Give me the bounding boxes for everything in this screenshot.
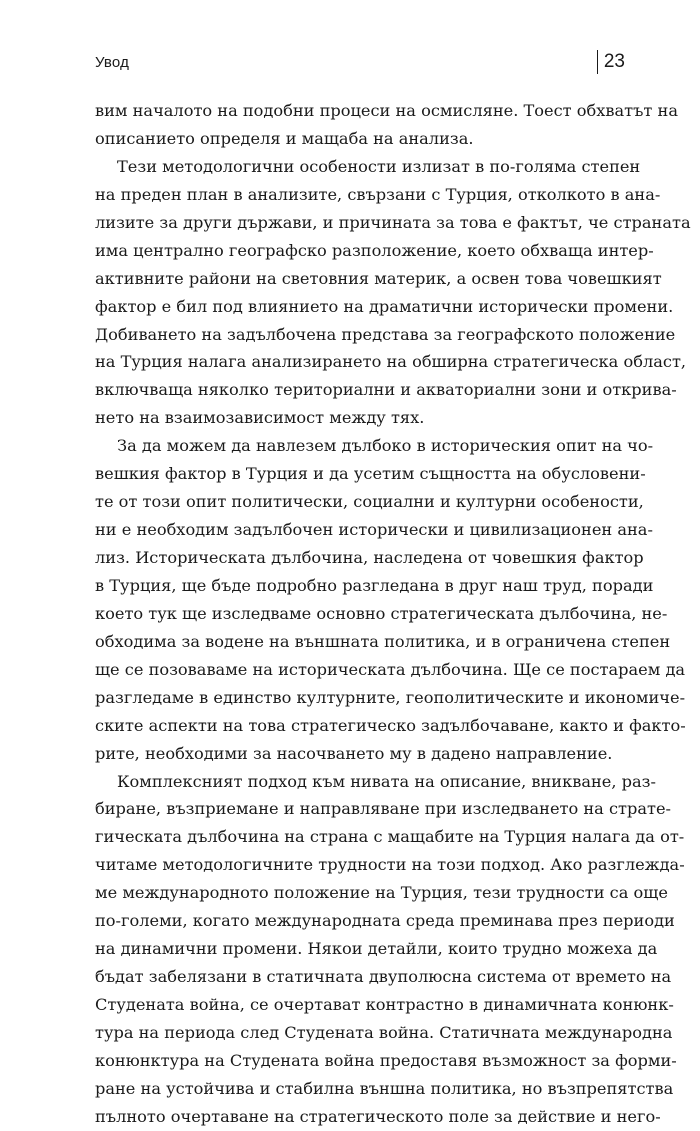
text-line: обходима за водене на външната политика, и в ограничена степен: [95, 631, 671, 651]
text-line: пълното очертаване на стратегическото поле за действие и него-: [95, 1106, 661, 1126]
paragraph: [95, 97, 678, 153]
text-line: тура на периода след Студената война. Статичната международна: [95, 1022, 673, 1042]
text-line: включваща няколко териториални и акваториални зони и открива-: [95, 380, 677, 400]
text-line: ските аспекти на това стратегическо задълбочаване, както и факто-: [95, 715, 686, 735]
text-line: нето на взаимозависимост между тях.: [95, 408, 425, 428]
text-line: на преден план в анализите, свързани с Турция, отколкото в ана-: [95, 184, 661, 204]
text-line: ще се позоваваме на историческата дълбочина. Ще се постараем да: [95, 659, 686, 679]
page-number-block: [597, 50, 625, 74]
text-line: бъдат забелязани в статичната двуполюсна система от времето на: [95, 967, 672, 987]
text-line: читаме методологичните трудности на този подход. Ако разглежда-: [95, 855, 685, 875]
paragraph: [95, 153, 691, 432]
text-line: в Турция, ще бъде подробно разгледана в друг наш труд, поради: [95, 575, 654, 595]
paragraph: [95, 432, 686, 767]
text-line: конюнктура на Студената война предоставя възможност за форми-: [95, 1050, 677, 1070]
running-header: [95, 48, 625, 78]
text-line: За да можем да навлезем дълбоко в историческия опит на чо-: [117, 436, 654, 456]
text-line: гическата дълбочина на страна с мащабите на Турция налага да от-: [95, 827, 685, 847]
text-line: разгледаме в единство културните, геополитическите и икономиче-: [95, 687, 686, 707]
text-line: Комплексният подход към нивата на описание, вникване, раз-: [117, 771, 656, 791]
text-line: лиз. Историческата дълбочина, наследена от човешкия фактор: [95, 548, 644, 567]
text-line: те от този опит политически, социални и културни особености,: [95, 492, 644, 512]
text-line: Тези методологични особености излизат в по-голяма степен: [117, 156, 641, 176]
text-line: което тук ще изследваме основно стратегическата дълбочина, не-: [95, 603, 668, 623]
text-line: вешкия фактор в Турция и да усетим същността на обусловени-: [95, 464, 646, 484]
text-line: на динамични промени. Някои детайли, които трудно можеха да: [95, 939, 658, 959]
text-line: лизите за други държави, и причината за това е фактът, че страната: [95, 212, 691, 232]
text-line: описанието определя и мащаба на анализа.: [95, 128, 474, 148]
text-line: Добиването на задълбочена представа за географското положение: [95, 324, 676, 344]
text-line: ни е необходим задълбочен исторически и цивилизационен ана-: [95, 520, 653, 540]
text-line: активните райони на световния материк, а освен това човешкият: [95, 268, 662, 288]
page-number: 23: [603, 51, 625, 72]
body-text: [95, 97, 691, 1131]
text-line: Студената война, се очертават контрастно в динамичната конюнк-: [95, 995, 674, 1014]
header-divider: [597, 50, 598, 74]
text-line: фактор е бил под влиянието на драматични исторически промени.: [95, 296, 674, 316]
text-line: по-големи, когато международната среда преминава през периоди: [95, 911, 675, 931]
text-line: на Турция налага анализирането на обширна стратегическа област,: [95, 352, 687, 372]
text-line: има централно географско разположение, което обхваща интер-: [95, 240, 654, 260]
text-line: ме международното положение на Турция, тези трудности са още: [95, 883, 668, 903]
text-line: ране на устойчива и стабилна външна политика, но възпрепятства: [95, 1078, 674, 1098]
text-line: биране, възприемане и направляване при изследването на страте-: [95, 799, 671, 819]
text-line: рите, необходими за насочването му в дадено направление.: [95, 743, 613, 763]
section-title: Увод: [95, 54, 130, 71]
text-line: вим началото на подобни процеси на осмисляне. Тоест обхватът на: [95, 101, 678, 120]
paragraph: [95, 768, 685, 1131]
